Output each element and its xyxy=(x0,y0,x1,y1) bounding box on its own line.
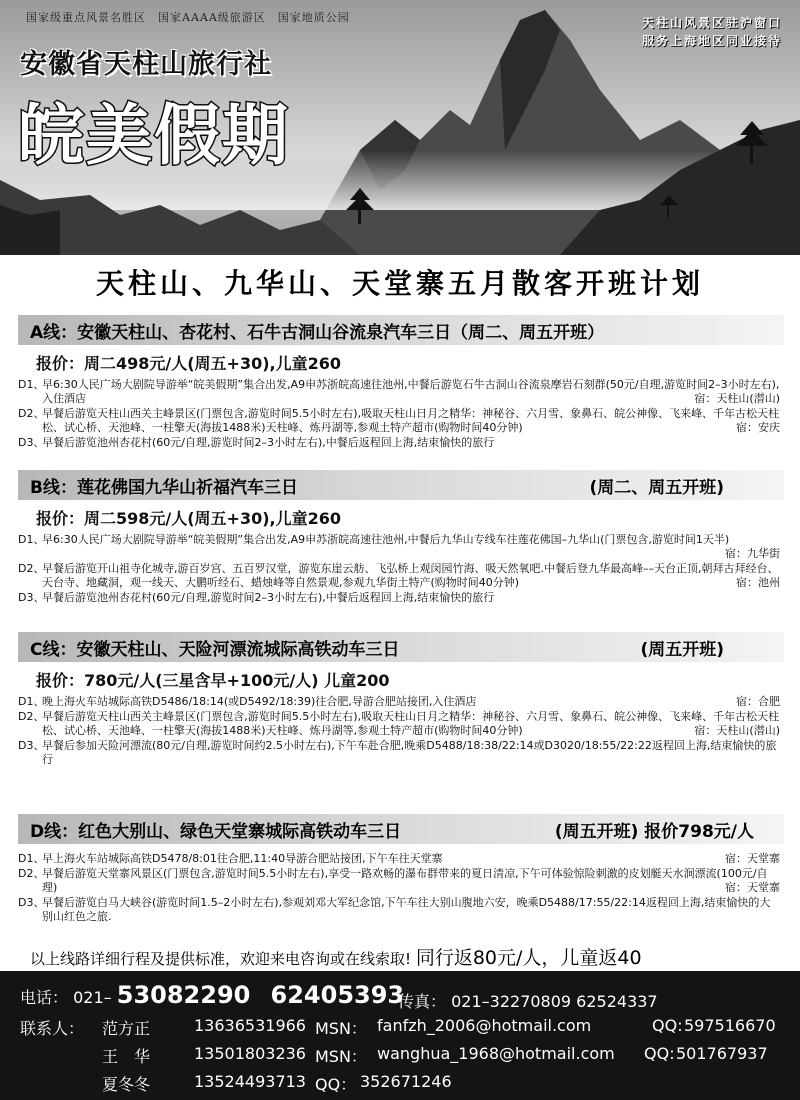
contact-phone[interactable]: 13636531966 xyxy=(194,1016,306,1035)
fax-label: 传真： xyxy=(398,992,447,1011)
route-b-day-1 xyxy=(18,533,784,561)
contact-footer xyxy=(0,971,800,1100)
tel-label: 电话： xyxy=(20,988,69,1007)
agency-name: 安徽省天柱山旅行社 xyxy=(20,49,272,80)
route-a-day-2 xyxy=(18,407,784,435)
day-stay: 宿：天堂寨 xyxy=(725,881,780,894)
msn-label: MSN： xyxy=(315,1047,367,1066)
day-label: D3、 xyxy=(18,896,45,909)
day-label: D1、 xyxy=(18,378,45,391)
day-text: 早餐后游览池州杏花村(60元/自理,游览时间2–3小时左右),中餐后返程回上海,结束愉快的旅行 xyxy=(42,436,495,449)
day-stay: 宿：合肥 xyxy=(736,695,780,708)
qq-label: QQ: xyxy=(644,1044,675,1063)
qq-label: QQ: xyxy=(652,1016,683,1035)
route-b-title: B线：莲花佛国九华山祈福汽车三日 xyxy=(30,477,298,498)
page-title: 天柱山、九华山、天堂寨五月散客开班计划 xyxy=(95,267,704,300)
day-label: D2、 xyxy=(18,710,45,723)
contact-name: 王 华 xyxy=(102,1047,151,1066)
route-c xyxy=(18,632,784,768)
day-stay: 宿：安庆 xyxy=(736,421,780,434)
side-line-1: 天柱山风景区驻沪窗口 xyxy=(641,16,782,30)
route-d-title: D线：红色大别山、绿色天堂寨城际高铁动车三日 xyxy=(30,821,402,842)
route-d xyxy=(18,814,784,925)
day-label: D2、 xyxy=(18,562,45,575)
side-line-2: 服务上海地区同业接待 xyxy=(641,34,782,48)
day-text: 早餐后游览天堂寨风景区(门票包含,游览时间5.5小时左右),享受一路欢畅的瀑布群带来的夏日清凉,下午可体验惊险刺激的皮划艇天水涧漂流(100元/自理) xyxy=(42,867,768,894)
route-c-schedule: (周五开班) xyxy=(640,639,724,660)
day-stay: 宿：九华街 xyxy=(725,547,780,560)
route-d-schedule-price: (周五开班) 报价798元/人 xyxy=(554,821,754,842)
day-stay: 宿：天堂寨 xyxy=(725,852,780,865)
route-d-title-bar xyxy=(18,814,784,844)
day-text: 早6:30人民广场大剧院导游举“皖美假期”集合出发,A9申苏浙皖高速往池州,中餐后游览石牛古洞山谷流泉摩岩石刻群(50元/自理,游览时间2–3小时左右),入住酒店 xyxy=(42,378,780,405)
route-a-price: 报价：周二498元/人(周五+30),儿童260 xyxy=(36,354,342,373)
day-label: D1、 xyxy=(18,533,45,546)
contact-phone[interactable]: 13524493713 xyxy=(194,1072,306,1091)
route-c-price: 报价：780元/人(三星含早+100元/人) 儿童200 xyxy=(36,671,390,690)
fax-row xyxy=(398,989,658,1012)
day-label: D3、 xyxy=(18,436,45,449)
day-label: D3、 xyxy=(18,739,45,752)
qq-number[interactable]: 501767937 xyxy=(676,1044,768,1063)
day-text: 早餐后游览池州杏花村(60元/自理,游览时间2–3小时左右),中餐后返程回上海,结束愉快的旅行 xyxy=(42,591,495,604)
tel-prefix: 021– xyxy=(73,988,112,1007)
day-stay: 宿：池州 xyxy=(736,576,780,589)
route-d-day-3 xyxy=(18,896,784,924)
msn-address[interactable]: fanfzh_2006@hotmail.com xyxy=(377,1016,592,1035)
day-label: D3、 xyxy=(18,591,45,604)
contact-label: 联系人： xyxy=(20,1019,85,1038)
msn-address[interactable]: wanghua_1968@hotmail.com xyxy=(377,1044,615,1063)
route-a-day-3 xyxy=(18,436,784,450)
rebate-text: 同行返80元/人，儿童返40 xyxy=(415,947,642,969)
phone-row xyxy=(20,981,404,1009)
route-c-title: C线：安徽天柱山、天险河漂流城际高铁动车三日 xyxy=(30,639,400,660)
route-c-day-2 xyxy=(18,710,784,738)
msn-label: MSN： xyxy=(315,1019,367,1038)
day-label: D1、 xyxy=(18,695,45,708)
day-text: 早餐后游览白马大峡谷(游览时间1.5–2小时左右),参观刘邓大军纪念馆,下午车往大别山腹地六安，晚乘D5488/17:55/22:14返程回上海,结束愉快的大别山红色之旅. xyxy=(42,896,771,923)
day-text: 早6:30人民广场大剧院导游举“皖美假期”集合出发,A9申苏浙皖高速往池州,中餐后九华山专线车往莲花佛国–九华山(门票包含,游览时间1天半) xyxy=(42,533,730,546)
route-b-day-3 xyxy=(18,591,784,605)
footnote xyxy=(30,943,642,970)
route-b-price: 报价：周二598元/人(周五+30),儿童260 xyxy=(36,509,342,528)
banner-tags: 国家级重点风景名胜区 国家AAAA级旅游区 国家地质公园 xyxy=(26,11,350,24)
route-b-day-2 xyxy=(18,562,784,590)
route-c-day-1 xyxy=(18,695,784,709)
contact-name: 范方正 xyxy=(102,1019,151,1038)
route-b xyxy=(18,470,784,606)
route-a-title: A线：安徽天柱山、杏花村、石牛古洞山谷流泉汽车三日（周二、周五开班） xyxy=(30,322,605,343)
day-text: 早餐后游览开山祖寺化城寺,游百岁宫、五百罗汉堂，游览东崖云舫、飞弘桥上观闵园竹海、吸天然氧吧.中餐后登九华最高峰––天台正顶,朝拜古拜经台、天台寺、地藏洞，观一线天、大鹏听经石、蜡烛峰等自然景观,参观九华街土特产(购物时间40分钟) xyxy=(42,562,779,589)
route-a-day-1 xyxy=(18,378,784,406)
route-b-title-bar xyxy=(18,470,784,500)
route-a-title-bar xyxy=(18,315,784,345)
route-c-day-3 xyxy=(18,739,784,767)
qq-number[interactable]: 352671246 xyxy=(360,1072,452,1091)
route-a xyxy=(18,315,784,451)
route-b-schedule: (周二、周五开班) xyxy=(589,477,724,498)
day-label: D1、 xyxy=(18,852,45,865)
route-d-day-1 xyxy=(18,852,784,866)
day-text: 早餐后游览天柱山西关主峰景区(门票包含,游览时间5.5小时左右),吸取天柱山日月之精华：神秘谷、六月雪、象鼻石、皖公神像、飞来峰、千年古松天柱松、试心桥、天池峰、一柱擎天(海拔1488米)天柱峰、炼丹湖等,参观土特产超市(购物时间40分钟) xyxy=(42,407,780,434)
day-text: 早上海火车站城际高铁D5478/8:01往合肥,11:40导游合肥站接团,下午车往天堂寨 xyxy=(42,852,443,865)
qq-number[interactable]: 597516670 xyxy=(684,1016,776,1035)
route-c-title-bar xyxy=(18,632,784,662)
day-label: D2、 xyxy=(18,407,45,420)
qq-label: QQ： xyxy=(315,1075,357,1094)
fax-number: 021–32270809 62524337 xyxy=(451,992,658,1011)
banner-side-text xyxy=(642,14,782,50)
day-text: 早餐后参加天险河漂流(80元/自理,游览时间约2.5小时左右),下午车赴合肥,晚乘D5488/18:38/22:14或D3020/18:55/22:22返程回上海,结束愉快的旅行 xyxy=(42,739,777,766)
day-text: 早餐后游览天柱山西关主峰景区(门票包含,游览时间5.5小时左右),吸取天柱山日月之精华：神秘谷、六月雪、象鼻石、皖公神像、飞来峰、千年古松天柱松、试心桥、天池峰、一柱擎天(海拔1488米)天柱峰、炼丹湖等,参观土特产超市(购物时间40分钟) xyxy=(42,710,780,737)
contact-phone[interactable]: 13501803236 xyxy=(194,1044,306,1063)
header-banner xyxy=(0,0,800,255)
day-text: 晚上海火车站城际高铁D5486/18:14(或D5492/18:39)往合肥,导游合肥站接团,入住酒店 xyxy=(42,695,477,708)
contact-name: 夏冬冬 xyxy=(102,1075,151,1094)
footnote-text: 以上线路详细行程及提供标准，欢迎来电咨询或在线索取! xyxy=(30,950,412,968)
day-label: D2、 xyxy=(18,867,45,880)
day-stay: 宿：天柱山(潜山) xyxy=(694,392,780,405)
brand-logo-text: 皖美假期 xyxy=(18,97,290,174)
tel-number-1[interactable]: 53082290 xyxy=(116,981,251,1009)
route-d-day-2 xyxy=(18,867,784,895)
day-stay: 宿：天柱山(潜山) xyxy=(694,724,780,737)
tel-number-2[interactable]: 62405393 xyxy=(270,981,405,1009)
